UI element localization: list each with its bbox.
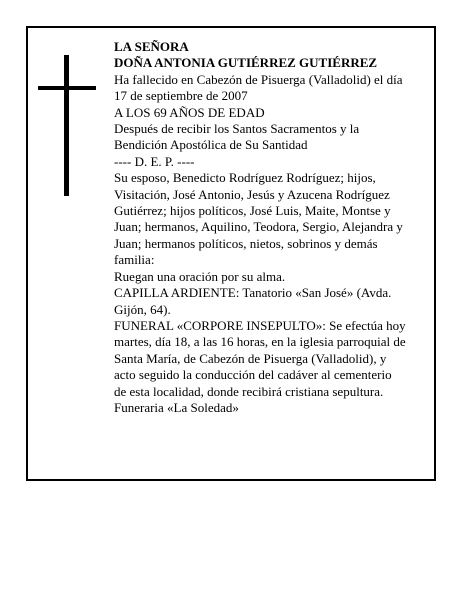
chapel-line-1: CAPILLA ARDIENTE: Tanatorio «San José» (Avda.: [114, 285, 392, 301]
funeral-line-2: martes, día 18, a las 16 horas, en la iglesia parroquial de: [114, 334, 406, 350]
sacraments-line-1: Después de recibir los Santos Sacramentos y la: [114, 121, 360, 137]
family-line-3: Gutiérrez; hijos políticos, José Luis, Maite, Montse y: [114, 203, 391, 219]
sacraments-line-2: Bendición Apostólica de Su Santidad: [114, 137, 308, 153]
funeral-line-3: Santa María, de Cabezón de Pisuerga (Valladolid), y: [114, 350, 387, 366]
prayer-line: Ruegan una oración por su alma.: [114, 268, 286, 284]
family-line-6: familia:: [114, 252, 155, 268]
funeral-home: Funeraria «La Soledad»: [114, 399, 239, 415]
death-line-2: 17 de septiembre de 2007: [114, 88, 248, 104]
cross-horizontal-bar: [38, 86, 96, 90]
death-line-1: Ha fallecido en Cabezón de Pisuerga (Valladolid) el día: [114, 71, 403, 87]
age-line: A LOS 69 AÑOS DE EDAD: [114, 104, 265, 120]
funeral-line-5: de esta localidad, donde recibirá cristiana sepultura.: [114, 383, 384, 399]
dep-line: ---- D. E. P. ----: [114, 153, 195, 169]
cross-vertical-bar: [64, 55, 69, 196]
funeral-line-4: acto seguido la conducción del cadáver al cementerio: [114, 367, 392, 383]
family-line-1: Su esposo, Benedicto Rodríguez Rodríguez; hijos,: [114, 170, 376, 186]
family-line-2: Visitación, José Antonio, Jesús y Azucena Rodríguez: [114, 186, 390, 202]
deceased-name: DOÑA ANTONIA GUTIÉRREZ GUTIÉRREZ: [114, 55, 378, 71]
chapel-line-2: Gijón, 64).: [114, 301, 171, 317]
funeral-line-1: FUNERAL «CORPORE INSEPULTO»: Se efectúa hoy: [114, 317, 406, 333]
obituary-text: [114, 39, 426, 416]
family-line-4: Juan; hermanos, Aquilino, Teodora, Sergio, Alejandra y: [114, 219, 403, 235]
notice-title: LA SEÑORA: [114, 39, 189, 54]
family-line-5: Juan; hermanos políticos, nietos, sobrinos y demás: [114, 235, 378, 251]
